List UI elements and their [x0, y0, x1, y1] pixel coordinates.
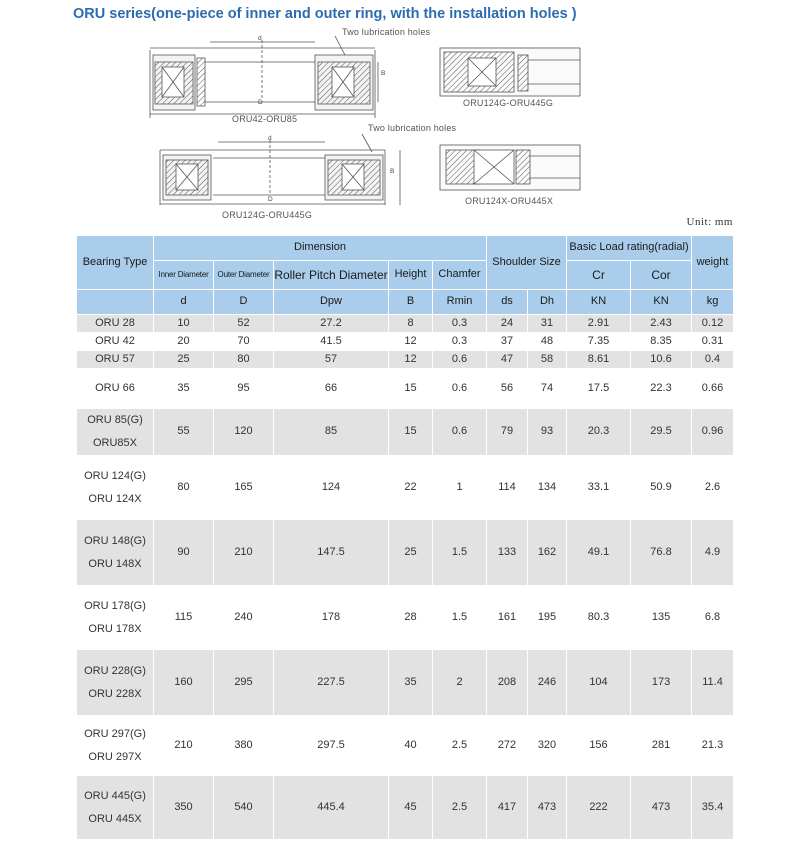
cell-D: 80	[214, 351, 274, 369]
cell-B: 12	[389, 333, 433, 351]
cell-dpw: 147.5	[274, 520, 389, 586]
bearing-name: ORU 228(G)	[84, 664, 146, 677]
cell-D: 295	[214, 650, 274, 716]
bearing-name: ORU 57	[95, 352, 135, 365]
cell-r: 1	[433, 456, 487, 520]
cell-D: 70	[214, 333, 274, 351]
header-cr: Cr	[567, 261, 631, 290]
cell-B: 28	[389, 586, 433, 650]
dim-D-label-2: D	[268, 196, 273, 203]
cell-kg: 4.9	[692, 520, 734, 586]
cell-dpw: 297.5	[274, 716, 389, 776]
cell-dh: 320	[528, 716, 567, 776]
cell-d: 25	[154, 351, 214, 369]
bearing-name-alt: ORU 228X	[88, 687, 142, 700]
bearing-type-cell	[77, 351, 154, 369]
bearing-name: ORU 178(G)	[84, 599, 146, 612]
drawing-caption-4: ORU124X-ORU445X	[465, 196, 554, 206]
cell-kg: 0.31	[692, 333, 734, 351]
cell-D: 240	[214, 586, 274, 650]
cell-B: 25	[389, 520, 433, 586]
cell-r: 2.5	[433, 776, 487, 840]
cell-dpw: 124	[274, 456, 389, 520]
cell-d: 35	[154, 369, 214, 409]
cell-dh: 246	[528, 650, 567, 716]
bearing-type-cell	[77, 650, 154, 716]
cell-r: 1.5	[433, 586, 487, 650]
header-basic-load: Basic Load rating(radial)	[567, 236, 692, 261]
header-height: Height	[389, 261, 433, 290]
cell-d: 350	[154, 776, 214, 840]
cell-D: 52	[214, 315, 274, 333]
bearing-name: ORU 124(G)	[84, 469, 146, 482]
bearing-name: ORU 148(G)	[84, 534, 146, 547]
cell-r: 0.3	[433, 333, 487, 351]
header-units-row	[77, 290, 734, 315]
header-weight: weight	[692, 236, 734, 290]
unit-kn-cr: KN	[567, 290, 631, 315]
page-title: ORU series(one-piece of inner and outer ring, with the installation holes )	[73, 6, 577, 22]
cell-cor: 50.9	[631, 456, 692, 520]
header-inner-diameter: Inner Diameter	[154, 261, 214, 290]
cell-B: 35	[389, 650, 433, 716]
lubrication-label-2: Two lubrication holes	[368, 123, 457, 133]
header-row-1	[77, 236, 734, 261]
dim-B-label-2: B	[390, 168, 395, 175]
bearing-name: ORU 66	[95, 381, 135, 394]
bearing-name: ORU 85(G)	[87, 414, 143, 426]
cell-B: 12	[389, 351, 433, 369]
table-row	[77, 409, 734, 456]
header-dimension: Dimension	[154, 236, 487, 261]
bearing-name: ORU 28	[95, 316, 135, 329]
bearing-type-cell	[77, 409, 154, 456]
cell-kg: 0.66	[692, 369, 734, 409]
table-row	[77, 351, 734, 369]
cell-r: 0.6	[433, 351, 487, 369]
cell-cr: 33.1	[567, 456, 631, 520]
cell-dh: 162	[528, 520, 567, 586]
cell-cr: 2.91	[567, 315, 631, 333]
bearing-name-alt: ORU 178X	[88, 622, 142, 635]
bearing-name-alt: ORU 148X	[88, 557, 142, 570]
table-row	[77, 369, 734, 409]
cell-dh: 74	[528, 369, 567, 409]
cell-kg: 21.3	[692, 716, 734, 776]
header-pitch-diameter: Roller Pitch Diameter	[274, 261, 389, 290]
cell-d: 20	[154, 333, 214, 351]
cell-dh: 473	[528, 776, 567, 840]
cell-d: 10	[154, 315, 214, 333]
cell-ds: 37	[487, 333, 528, 351]
cell-dpw: 27.2	[274, 315, 389, 333]
cell-cor: 173	[631, 650, 692, 716]
cell-dpw: 445.4	[274, 776, 389, 840]
cell-cor: 8.35	[631, 333, 692, 351]
cell-r: 2	[433, 650, 487, 716]
unit-d: d	[154, 290, 214, 315]
table-row	[77, 586, 734, 650]
bearing-name-alt: ORU 297X	[88, 750, 142, 763]
cell-kg: 11.4	[692, 650, 734, 716]
cell-cor: 10.6	[631, 351, 692, 369]
bearing-type-cell	[77, 586, 154, 650]
cell-cor: 2.43	[631, 315, 692, 333]
cell-cr: 156	[567, 716, 631, 776]
lubrication-label-1: Two lubrication holes	[342, 27, 431, 37]
cell-cr: 17.5	[567, 369, 631, 409]
unit-ds: ds	[487, 290, 528, 315]
bearing-type-cell	[77, 333, 154, 351]
cell-ds: 133	[487, 520, 528, 586]
bearing-name-alt: ORU85X	[92, 437, 138, 449]
cell-d: 210	[154, 716, 214, 776]
bearing-name-alt: ORU 445X	[88, 812, 142, 825]
cell-ds: 24	[487, 315, 528, 333]
cell-cor: 135	[631, 586, 692, 650]
unit-dh: Dh	[528, 290, 567, 315]
cell-dpw: 66	[274, 369, 389, 409]
cell-D: 210	[214, 520, 274, 586]
cell-cr: 104	[567, 650, 631, 716]
drawing-caption-1: ORU42-ORU85	[232, 114, 298, 124]
cell-ds: 56	[487, 369, 528, 409]
bearing-type-cell	[77, 776, 154, 840]
table-row	[77, 716, 734, 776]
cell-ds: 114	[487, 456, 528, 520]
cell-D: 165	[214, 456, 274, 520]
drawing-caption-3: ORU124G-ORU445G	[222, 210, 313, 220]
cell-dh: 58	[528, 351, 567, 369]
unit-kg: kg	[692, 290, 734, 315]
cell-ds: 417	[487, 776, 528, 840]
cell-D: 540	[214, 776, 274, 840]
cell-r: 0.6	[433, 409, 487, 456]
cell-cr: 80.3	[567, 586, 631, 650]
bearing-name: ORU 42	[95, 334, 135, 347]
bearing-type-cell	[77, 315, 154, 333]
bearing-type-cell	[77, 456, 154, 520]
cell-dh: 195	[528, 586, 567, 650]
bearing-name: ORU 445(G)	[84, 789, 146, 802]
cell-B: 22	[389, 456, 433, 520]
bearing-type-cell	[77, 716, 154, 776]
cell-d: 160	[154, 650, 214, 716]
cell-kg: 0.96	[692, 409, 734, 456]
cell-ds: 272	[487, 716, 528, 776]
bearing-drawings	[0, 0, 809, 228]
dim-D-label-1: D	[258, 99, 263, 106]
header-shoulder-size: Shoulder Size	[487, 236, 567, 290]
cell-cor: 29.5	[631, 409, 692, 456]
cell-kg: 6.8	[692, 586, 734, 650]
cell-cr: 8.61	[567, 351, 631, 369]
cell-dpw: 85	[274, 409, 389, 456]
bearing-type-cell	[77, 520, 154, 586]
header-bearing-type: Bearing Type	[77, 236, 154, 290]
cell-r: 0.3	[433, 315, 487, 333]
cell-cr: 7.35	[567, 333, 631, 351]
bearing-name-alt: ORU 124X	[88, 492, 142, 505]
cell-cor: 281	[631, 716, 692, 776]
cell-ds: 208	[487, 650, 528, 716]
table-row	[77, 650, 734, 716]
cell-d: 90	[154, 520, 214, 586]
cell-dh: 93	[528, 409, 567, 456]
unit-kn-cor: KN	[631, 290, 692, 315]
header-row-2	[77, 261, 734, 290]
cell-B: 15	[389, 369, 433, 409]
header-cor: Cor	[631, 261, 692, 290]
unit-label: Unit: mm	[686, 216, 733, 228]
table-row	[77, 520, 734, 586]
cell-r: 1.5	[433, 520, 487, 586]
dim-B-label-1: B	[381, 70, 386, 77]
unit-B: B	[389, 290, 433, 315]
cell-B: 15	[389, 409, 433, 456]
dim-d-label-1: d	[258, 35, 262, 42]
cell-cor: 473	[631, 776, 692, 840]
cell-d: 55	[154, 409, 214, 456]
cell-dpw: 41.5	[274, 333, 389, 351]
cell-dh: 48	[528, 333, 567, 351]
cell-dh: 31	[528, 315, 567, 333]
cell-d: 80	[154, 456, 214, 520]
header-chamfer: Chamfer	[433, 261, 487, 290]
cell-dpw: 178	[274, 586, 389, 650]
unit-D: D	[214, 290, 274, 315]
spec-table	[76, 235, 734, 840]
bearing-type-cell	[77, 369, 154, 409]
cell-r: 0.6	[433, 369, 487, 409]
table-row	[77, 333, 734, 351]
cell-cr: 20.3	[567, 409, 631, 456]
cell-kg: 0.12	[692, 315, 734, 333]
cell-D: 380	[214, 716, 274, 776]
header-outer-diameter: Outer Diameter	[214, 261, 274, 290]
cell-ds: 47	[487, 351, 528, 369]
table-row	[77, 456, 734, 520]
drawing-caption-2: ORU124G-ORU445G	[463, 98, 554, 108]
cell-kg: 35.4	[692, 776, 734, 840]
cell-r: 2.5	[433, 716, 487, 776]
bearing-name: ORU 297(G)	[84, 727, 146, 740]
cell-B: 8	[389, 315, 433, 333]
cell-D: 120	[214, 409, 274, 456]
cell-D: 95	[214, 369, 274, 409]
cell-B: 45	[389, 776, 433, 840]
cell-kg: 0.4	[692, 351, 734, 369]
cell-cr: 49.1	[567, 520, 631, 586]
cell-dh: 134	[528, 456, 567, 520]
table-row	[77, 315, 734, 333]
cell-dpw: 227.5	[274, 650, 389, 716]
unit-dpw: Dpw	[274, 290, 389, 315]
cell-cor: 22.3	[631, 369, 692, 409]
cell-dpw: 57	[274, 351, 389, 369]
unit-rmin: Rmin	[433, 290, 487, 315]
cell-kg: 2.6	[692, 456, 734, 520]
table-row	[77, 776, 734, 840]
cell-ds: 79	[487, 409, 528, 456]
cell-cr: 222	[567, 776, 631, 840]
dim-d-label-2: d	[268, 135, 272, 142]
cell-d: 115	[154, 586, 214, 650]
cell-cor: 76.8	[631, 520, 692, 586]
cell-B: 40	[389, 716, 433, 776]
cell-ds: 161	[487, 586, 528, 650]
